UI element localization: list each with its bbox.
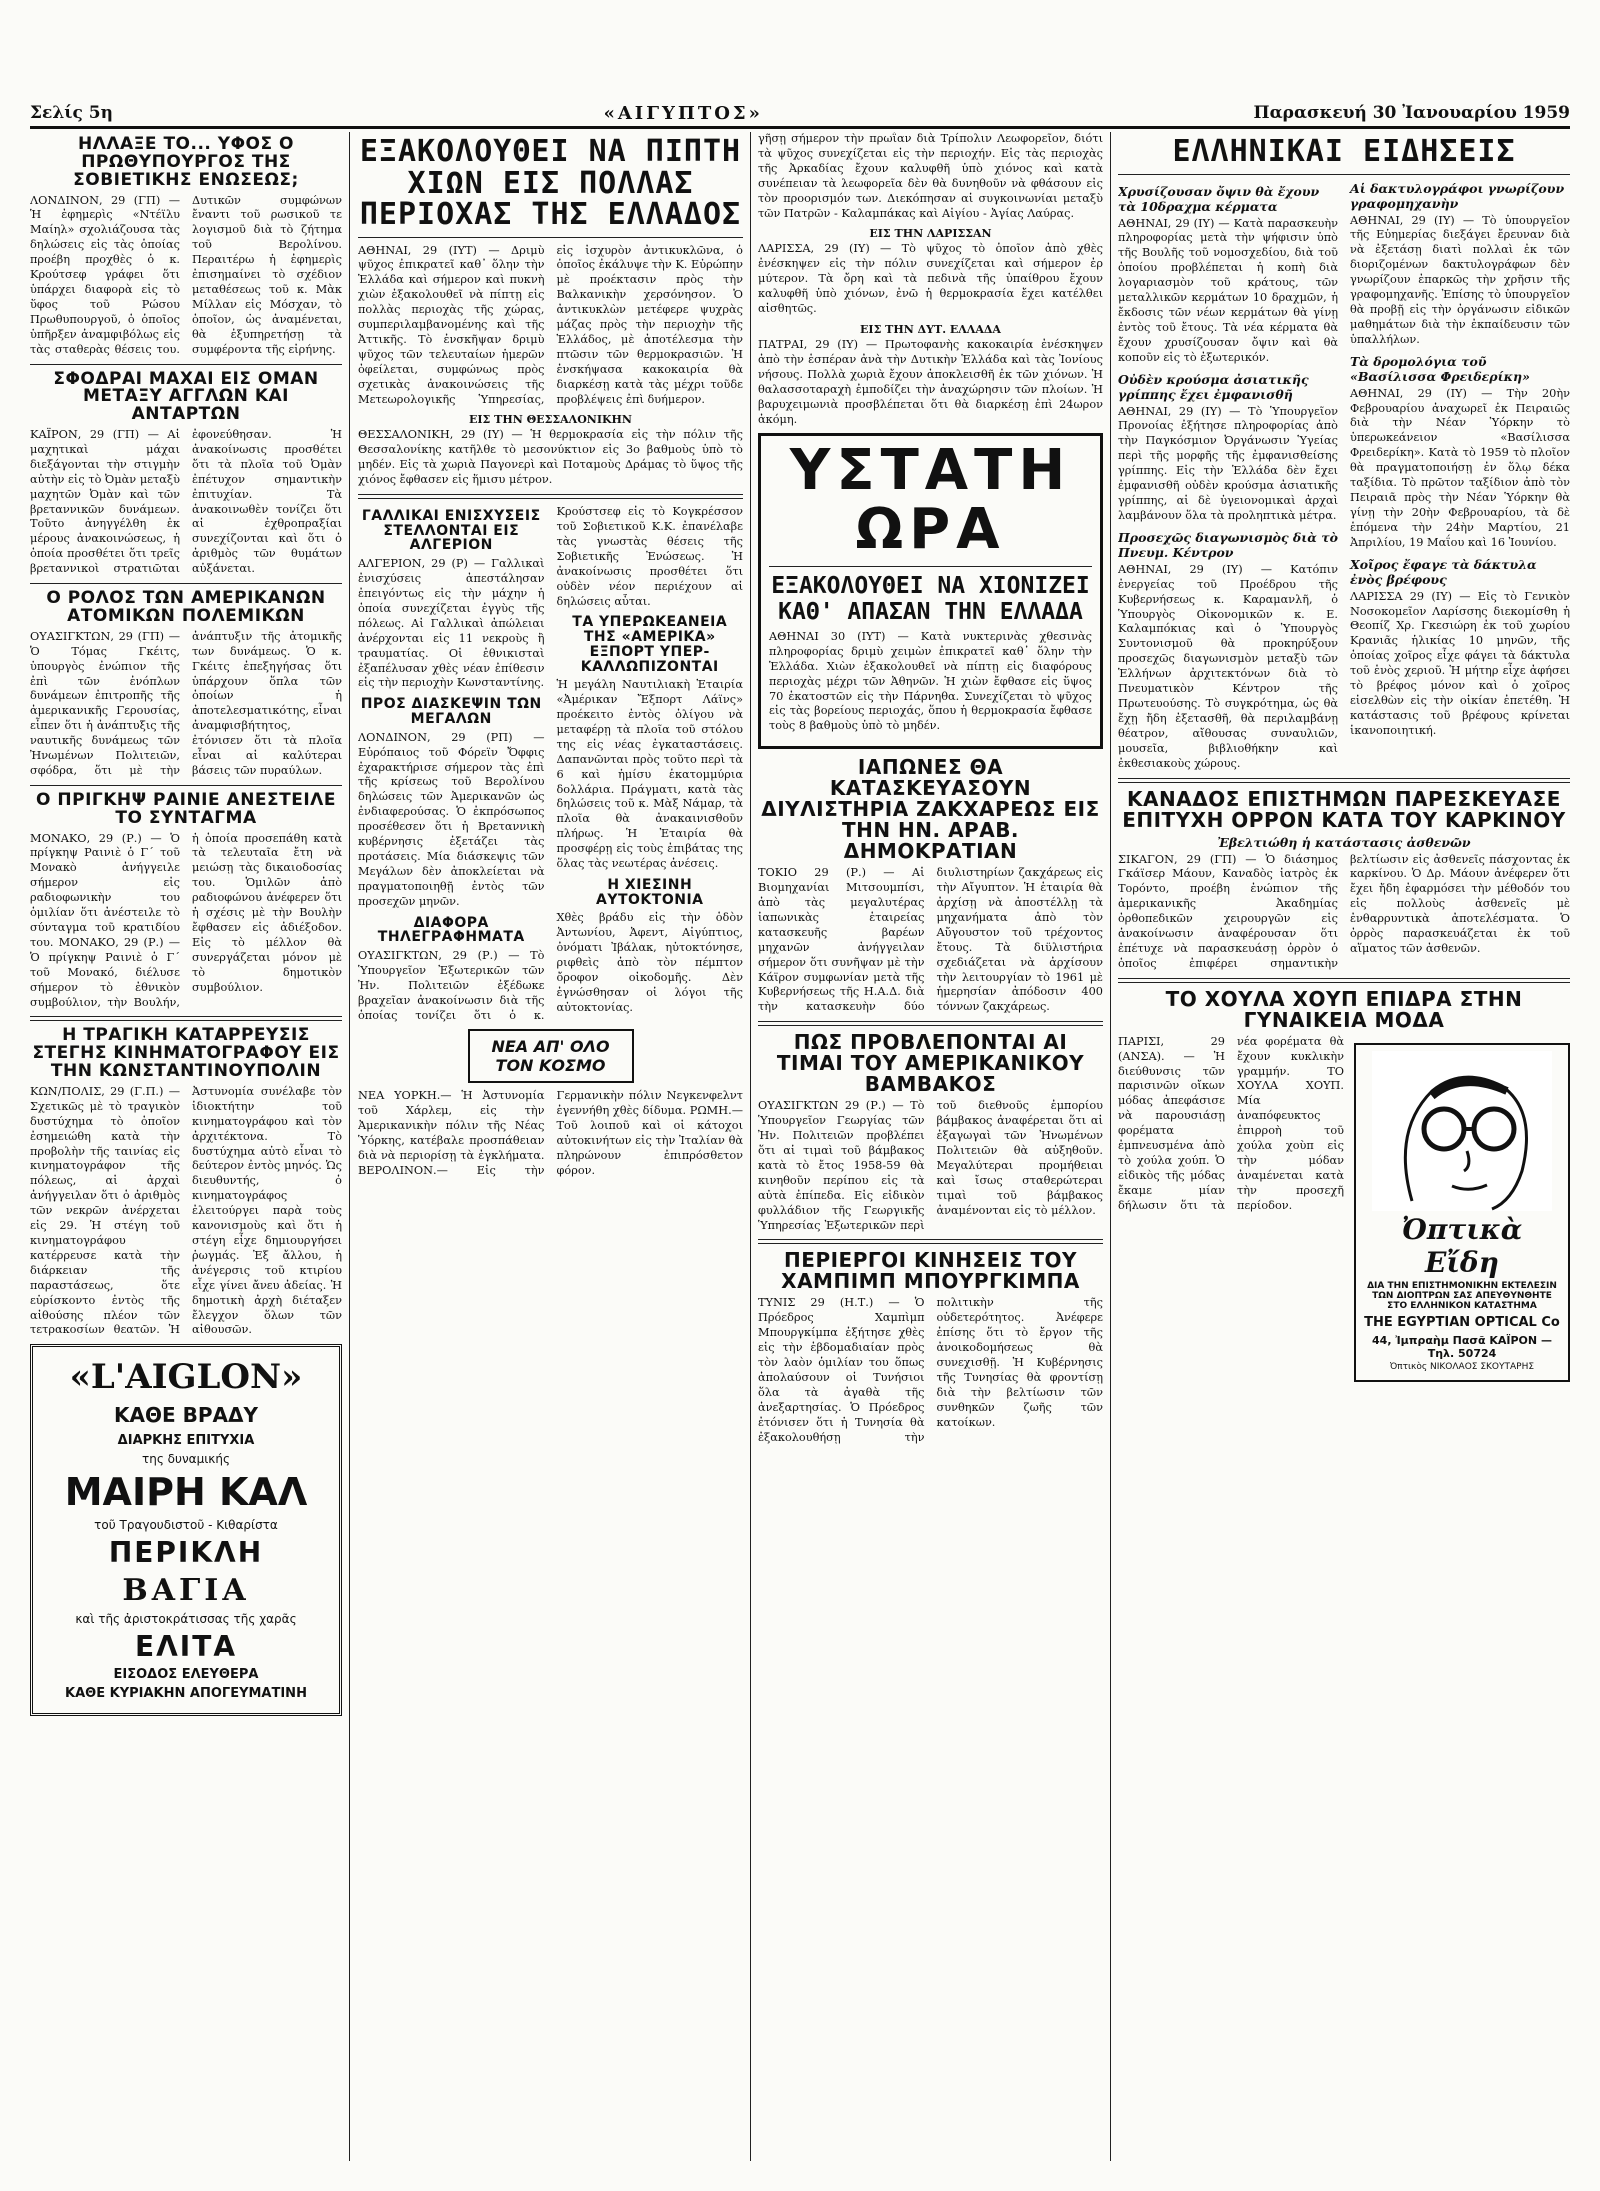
ad-line: ΠΕΡΙΚΛΗ <box>108 1536 264 1570</box>
ad-line: ΜΑΙΡΗ ΚΑΛ <box>64 1470 308 1515</box>
headline: Η ΤΡΑΓΙΚΗ ΚΑΤΑΡΡΕΥΣΙΣ ΣΤΕΓΗΣ ΚΙΝΗΜΑΤΟΓΡΑΦΟΥ ΕΙΣ ΤΗΝ ΚΩΝΣΤΑΝΤΙΝΟΥΠΟΛΙΝ <box>32 1025 340 1082</box>
article-body: ΟΥΑΣΙΓΚΤΩΝ, 29 (ΓΠ) — Ὁ Τόμας Γκέιτς, ὑπουργὸς ἐνώπιον τῆς ἐπὶ τῶν ἐνόπλων δυνάμεων ἐπιτροπῆς τῆς ἀμερικανικῆς Γερουσίας, εἶπεν ὅτι ἡ ἀνάπτυξις τῆς ναυτικῆς δυνάμεως τῶν Ἠνωμένων Πολιτειῶν, σφόδρα, ὅτι μὲ τὴν ἀνάπτυξιν τῆς ἀτομικῆς των δυνάμεως. Ὁ κ. Γκέιτς ἐπεξηγήσας ὅτι ὑπάρχουν ὅπλα τῶν ὁποίων ἡ ἀποτελεσματικότης, εἶναι ἀναμφισβήτητος, ἐτόνισεν ὅτι τὰ πλοῖα εἶναι αἱ καλύτεραι βάσεις τῶν πυραύλων. <box>30 629 342 777</box>
hula-text <box>1118 1035 1344 1382</box>
headline: ΠΡΟΣ ΔΙΑΣΚΕΨΙΝ ΤΩΝ ΜΕΓΑΛΩΝ <box>360 696 542 727</box>
news-subtitle: Οὐδὲν κρούσμα ἀσιατικῆς γρίππης ἔχει ἐμφανισθῆ <box>1118 371 1309 402</box>
news-subtitle: Τὰ δρομολόγια τοῦ «Βασίλισσα Φρειδερίκη» <box>1350 353 1530 384</box>
headline: ΤΑ ΥΠΕΡΩΚΕΑΝΕΙΑ ΤΗΣ «ΑΜΕΡΙΚΑ» ΕΞΠΟΡΤ ΥΠΕΡ-ΚΑΛΛΩΠΙΖΟΝΤΑΙ <box>572 614 728 675</box>
article-body: γῆσῃ σήμερον τὴν πρωΐαν διὰ Τρίπολιν Λεωφορεῖον, διότι τὰ ψῦχος συνεχίζεται εἰς τὴν περιοχήν. Εἰς τὰς περιοχὰς τῆς Ἀρκαδίας ἔχουν καλυφθῆ ὑπὸ χιόνος καὶ κατὰ συνέπειαν τὰ λεωφορεῖα δὲν θὰ δυνηθοῦν νὰ φθάσουν εἰς τὸν προορισμόν των. Διεκόπησαν αἱ συγκοινωνίαι μεταξὺ τῶν Πατρῶν - Καλαμπάκας καὶ Αἰγίου - Ἀγίας Λαύρας. <box>758 132 1103 220</box>
headline: ΓΑΛΛΙΚΑΙ ΕΝΙΣΧΥΣΕΙΣ ΣΤΕΛΛΟΝΤΑΙ ΕΙΣ ΑΛΓΕΡΙΟΝ <box>361 508 541 554</box>
article-body: ΤΟΚΙΟ 29 (Ρ.) — Αἱ Βιομηχανίαι Μιτσουμπίσι, ἀπὸ τὰς μεγαλυτέρας ἰαπωνικὰς ἑταιρείας κατασκευῆς βαρέων μηχανῶν ἀνήγγειλαν σήμερον ὅτι συνῆψαν μὲ τὴν Κάϊρον συμφωνίαν μετὰ τῆς Κυβερνήσεως τῆς Η.Α.Δ. διὰ τὴν κατασκευὴν δύο διυλιστηρίων ζακχάρεως εἰς τὴν Αἴγυπτον. Ἡ ἑταιρία θὰ ἀρχίσῃ νὰ ἀποστέλλῃ τὰ μηχανήματα ἀπὸ τὸν Αὔγουστον τοῦ τρέχοντος ἔτους. Τὰ διϋλιστήρια σχεδιάζεται νὰ ἀρχίσουν τὴν λειτουργίαν τὸ 1961 μὲ ἡμερησίαν ἀπόδοσιν 400 τόννων ζακχάρεως. <box>758 866 1103 1014</box>
ad-line: ΚΑΘΕ ΚΥΡΙΑΚΗΝ ΑΠΟΓΕΥΜΑΤΙΝΗ <box>65 1686 307 1702</box>
headline: ΠΩΣ ΠΡΟΒΛΕΠΟΝΤΑΙ ΑΙ ΤΙΜΑΙ ΤΟΥ ΑΜΕΡΙΚΑΝΙΚΟΥ ΒΑΜΒΑΚΟΣ <box>776 1030 1085 1097</box>
headline: ΚΑΝΑΔΟΣ ΕΠΙΣΤΗΜΩΝ ΠΑΡΕΣΚΕΥΑΣΕ ΕΠΙΤΥΧΗ ΟΡΡΟΝ ΚΑΤΑ ΤΟΥ ΚΑΡΚΙΝΟΥ <box>1122 786 1566 832</box>
headline: ΙΑΠΩΝΕΣ ΘΑ ΚΑΤΑΣΚΕΥΑΣΟΥΝ ΔΙΥΛΙΣΤΗΡΙΑ ΖΑΚΧΑΡΕΩΣ ΕΙΣ ΤΗΝ ΗΝ. ΑΡΑΒ. ΔΗΜΟΚΡΑΤΙΑΝ <box>761 755 1100 864</box>
divider <box>1118 778 1570 783</box>
paper-title: «ΑΙΓΥΠΤΟΣ» <box>603 102 763 124</box>
ad-line: ΕΛΙΤΑ <box>135 1630 237 1664</box>
article-body: ΛΟΝΔΙΝΟΝ, 29 (ΡΠ) — Εὐρόπαιος τοῦ Φόρεϊν Ὄφφις ἐχαρακτήρισε σήμερον τὰς ἐπὶ τῆς κρίσεως τοῦ Βερολίνου δηλώσεις τῶν Ἀμερικανῶν ὡς ἐνδιαφερούσας. Ὁ ἐκπρόσωπος προσέθεσεν ὅτι ἡ Βρεταννικὴ κυβέρνησις ἐξετάζει τὰς προτάσεις. Μία διάσκεψις τῶν Μεγάλων δὲν ἀποκλείεται νὰ πραγματοποιηθῇ ἐντὸς τῶν προσεχῶν μηνῶν. <box>358 730 545 908</box>
divider <box>758 1021 1103 1026</box>
divider <box>358 237 743 238</box>
article-body: ΑΘΗΝΑΙ, 29 (ΙΥ) — Τὸ Ὑπουργεῖον Προνοίας ἐξήτησε πληροφορίας ἀπὸ τὴν Παγκόσμιον Ὀργάνωσιν Ὑγείας περὶ τῆς μορφῆς τῆς ἐμφανισθείσης γρίππης. Εἰς τὴν Ἑλλάδα δὲν ἔχει ἐμφανισθῆ οὐδὲν κρούσμα ἀσιατικῆς γρίππης, αἱ δὲ ὑγειονομικαὶ ἀρχαὶ λαμβάνουν ὅλα τὰ προληπτικὰ μέτρα. <box>1118 404 1338 522</box>
face-glasses-icon <box>1372 1051 1552 1211</box>
column-3 <box>758 132 1103 2162</box>
article-body: ΟΥΑΣΙΓΚΤΩΝ 29 (Ρ.) — Τὸ Ὑπουργεῖον Γεωργίας τῶν Ἠν. Πολιτειῶν προβλέπει ὅτι αἱ τιμαὶ τοῦ βάμβακος κατὰ τὸ ἔτος 1958-59 θὰ κινηθοῦν περίπου εἰς τὰ αὐτὰ ἐπίπεδα. Εἰς εἰδικὸν φυλλάδιον τῆς Γεωργικῆς Ὑπηρεσίας Ἐξωτερικῶν περὶ τοῦ διεθνοῦς ἐμπορίου βάμβακος ἀναφέρεται ὅτι αἱ ἐξαγωγαὶ τῶν Ἠνωμένων Πολιτειῶν θὰ αὐξηθοῦν. Μεγαλύτεραι προμήθειαι καὶ ἴσως σταθερώτεραι τιμαὶ τοῦ βάμβακος ἀναμένονται εἰς τὸ μέλλον. <box>758 1099 1103 1232</box>
ad-line: ΔΙΑΡΚΗΣ ΕΠΙΤΥΧΙΑ <box>117 1433 255 1449</box>
article-body: ΚΩΝ/ΠΟΛΙΣ, 29 (Γ.Π.) — Σχετικῶς μὲ τὸ τραγικὸν δυστύχημα τὸ ὁποῖον ἐσημειώθη κατὰ τὴν προβολὴν τῆς ταινίας εἰς κινηματογράφον τῆς πόλεως, αἱ ἀρχαὶ ἀνήγγειλαν ὅτι ὁ ἀριθμὸς τῶν νεκρῶν ἀνέρχεται εἰς 29. Ἡ στέγη τοῦ κινηματογράφου κατέρρευσε κατὰ τὴν διάρκειαν τῆς παραστάσεως, ὅτε εὑρίσκοντο ἐντὸς τῆς αἰθούσης πλέον τῶν τετρακοσίων θεατῶν. Ἡ Ἀστυνομία συνέλαβε τὸν ἰδιοκτήτην τοῦ κινηματογράφου καὶ τὸν ἀρχιτέκτονα. Τὸ δυστύχημα αὐτὸ εἶναι τὸ δεύτερον ἐντὸς μηνός. Ὡς διευθυντής, ὁ κινηματογράφος ἐλειτούργει παρὰ τοὺς κανονισμοὺς καὶ ὅτι ἡ στέγη εἶχε δημιουργήσει ῥωγμάς. Ἐξ ἄλλου, ἡ ἀνέγερσις τοῦ κτιρίου εἶχε γίνει ἄνευ ἀδείας. Ἡ δημοτικὴ ἀρχὴ διέταξεν ἔλεγχον ὅλων τῶν αἰθουσῶν. <box>30 1084 342 1337</box>
divider <box>30 364 342 365</box>
divider <box>769 566 1092 567</box>
section-title: ΕΙΣ ΤΗΝ ΘΕΣΣΑΛΟΝΙΚΗΝ <box>469 413 632 427</box>
headline: ΤΟ ΧΟΥΛΑ ΧΟΥΠ ΕΠΙΔΡΑ ΣΤΗΝ ΓΥΝΑΙΚΕΙΑ ΜΟΔΑ <box>1165 986 1523 1032</box>
headline: ΣΦΟΔΡΑΙ ΜΑΧΑΙ ΕΙΣ ΟΜΑΝ ΜΕΤΑΞΥ ΑΓΓΛΩΝ ΚΑΙ ΑΝΤΑΡΤΩΝ <box>53 368 319 425</box>
article-body: ΝΕΑ ΥΟΡΚΗ.— Ἡ Ἀστυνομία τοῦ Χάρλεμ, εἰς τὴν Ἀμερικανικὴν πόλιν τῆς Νέας Ὑόρκης, κατέβαλε προσπάθειαν διὰ νὰ περιορίσῃ τὰ ἐγκλήματα. ΒΕΡΟΛΙΝΟΝ.— Εἰς τὴν Γερμανικὴν πόλιν Νεγκενφελντ ἐγεννήθη χθὲς δίδυμα. ΡΩΜΗ.— Τοῦ λοιποῦ καὶ οἱ κάτοχοι αὐτοκινήτων εἰς τὴν Ἰταλίαν θὰ πληρώνουν ἐπιπρόσθετον φόρον. <box>358 1089 743 1177</box>
ad-line: THE EGYPTIAN OPTICAL Co <box>1364 1314 1560 1330</box>
last-hour-title: ΥΣΤΑΤΗ ΩΡΑ <box>789 438 1072 563</box>
greek-news-block <box>1118 181 1570 772</box>
divider <box>758 1239 1103 1244</box>
section-title: ΕΙΣ ΤΗΝ ΛΑΡΙΣΣΑΝ <box>869 227 992 241</box>
divider <box>358 494 743 499</box>
column-rule <box>349 132 350 2161</box>
article-body: ΠΑΡΙΣΙ, 29 (ΑΝΣΑ). — Ἡ διεύθυνσις τῶν παρισινῶν οἴκων μόδας ἀπεφάσισε νὰ παρουσιάσῃ φορέματα ἐμπνευσμένα ἀπὸ τὸ χούλα χούπ. Ὁ εἰδικὸς τῆς μόδας ἔκαμε μίαν δήλωσιν ὅτι τὰ νέα φορέματα θὰ ἔχουν κυκλικὴν γραμμήν. ΤΟ ΧΟΥΛΑ ΧΟΥΠ. Μία ἀναπόφευκτος ἐπιρροὴ τοῦ χούλα χοὺπ εἰς τὴν μόδαν ἀναμένεται κατὰ τὴν προσεχῆ περίοδον. <box>1118 1034 1344 1212</box>
two-column-block <box>358 505 743 1023</box>
article-body: ΑΘΗΝΑΙ, 29 (ΙΥΤ) — Δριμὺ ψῦχος ἐπικρατεῖ καθ᾿ ὅλην τὴν Ἑλλάδα καὶ σήμερον καὶ πυκνὴ χιὼν ἐξακολουθεῖ νὰ πίπτῃ εἰς πολλὰς περιοχὰς τῆς χώρας, συμπεριλαμβανομένης καὶ τῆς Ἀττικῆς. Τὸ ἐνσκῆψαν δριμὺ ψῦχος τῶν τελευταίων ἡμερῶν ὀφείλεται, συμφώνως πρὸς σχετικὰς ἀνακοινώσεις τῆς Μετεωρολογικῆς Ὑπηρεσίας, εἰς ἰσχυρὸν ἀντικυκλῶνα, ὁ ὁποῖος ἐκάλυψε τὴν Κ. Εὐρώπην μὲ προέκτασιν πρὸς τὴν Βαλκανικὴν χερσόνησον. Ὁ ἀντικυκλὼν μετέφερε ψυχρὰς μάζας πρὸς τὴν περιοχὴν τῆς Ἑλλάδος, μὲ ἀποτέλεσμα τὴν πτῶσιν τῶν θερμοκρασιῶν. Ἡ ἐνσκήψασα κακοκαιρία θὰ διαρκέσῃ κατὰ τὰς μέχρι τοῦδε προβλέψεις ἐπὶ δυήμερον. <box>358 243 743 406</box>
article-body: ΛΑΡΙΣΣΑ, 29 (ΙΥ) — Τὸ ψῦχος τὸ ὁποῖον ἀπὸ χθὲς ἐνέσκηψεν εἰς τὴν πόλιν συνεχίζεται καὶ σήμερον ἐρ μύτερον. Τὰ ὄρη καὶ τὰ πεδινὰ τῆς ὑπαίθρου ἔχουν καλυφθῆ ὑπὸ χιόνων, ἐνῶ ἡ θερμοκρασία ἔχει κατέλθει αἰσθητῶς. <box>758 242 1103 316</box>
article-body: Χθὲς βράδυ εἰς τὴν ὁδὸν Ἀντωνίου, Ἀφεντ, Αἰγύπτιος, ὀνόματι Ἰβάλακ, ηὐτοκτόνησε, ριφθεὶς ἀπὸ τὸν πέμπτον ὄροφον οἰκοδομῆς. Δὲν ἐγνώσθησαν οἱ λόγοι τῆς αὐτοκτονίας. <box>556 911 743 1014</box>
article-body: Ἡ μεγάλη Ναυτιλιακὴ Ἑταιρία «Ἀμέρικαν Ἔξπορτ Λάϊνς» προέκειτο ἐντὸς ὀλίγου νὰ μεταφέρῃ τὰ πλοῖα τοῦ στόλου της εἰς νέας ἐγκαταστάσεις. Δαπανῶνται πρὸς τοῦτο περὶ τὰ 6 καὶ ἡμίσυ ἑκατομμύρια δολλάρια. Πράγματι, κατὰ τὰς δηλώσεις τοῦ κ. Μὰξ Νάμαρ, τὰ πλοῖα θὰ ἀνακαινισθοῦν πλήρως. Ἡ Ἑταιρία θὰ προσφέρῃ εἰς τοὺς ἐπιβάτας της ὅλας τὰς νεωτέρας ἀνέσεις. <box>556 678 743 871</box>
ad-line: ΕΙΣΟΔΟΣ ΕΛΕΥΘΕΡΑ <box>113 1667 259 1683</box>
column-rule <box>1110 132 1111 2161</box>
column-1 <box>30 132 342 2162</box>
glasses-face-illustration <box>1372 1051 1552 1211</box>
news-subtitle: Χοῖρος ἔφαγε τὰ δάκτυλα ἐνὸς βρέφους <box>1350 556 1537 587</box>
news-subtitle: Ἐβελτιώθη ἡ κατάστασις ἀσθενῶν <box>1217 834 1471 850</box>
headline: Η ΧΙΕΣΙΝΗ ΑΥΤΟΚΤΟΝΙΑ <box>596 876 704 908</box>
ad-line: Ὀπτικὸς ΝΙΚΟΛΑΟΣ ΣΚΟΥΤΑΡΗΣ <box>1389 1361 1535 1372</box>
article-body: ΑΘΗΝΑΙ, 29 (ΙΥ) — Κατόπιν ἐνεργείας τοῦ Προέδρου τῆς Κυβερνήσεως κ. Καραμανλῆ, ὁ Ὑπουργὸς Οἰκονομικῶν κ. Ε. Καλαμπόκιας καὶ ὁ Ὑπουργὸς Συντονισμοῦ θὰ προκηρύξουν προσεχῶς διαγωνισμὸν μεταξὺ τῶν Ἑλλήνων ἀρχιτεκτόνων διὰ τὸ Πνευματικὸν Κέντρον τῆς Πρωτευούσης. Τὸ συγκρότημα, ὡς θὰ ἔχῃ ἤδη ἐξετασθῆ, θὰ περιλαμβάνῃ θέατρον, αἴθουσας συναυλιῶν, μουσεῖα, βιβλιοθήκην καὶ ἐκθεσιακοὺς χώρους. <box>1118 562 1338 770</box>
divider <box>1118 174 1570 175</box>
article-body: ΚΑΪΡΟΝ, 29 (ΓΠ) — Αἱ μαχητικαὶ μάχαι διεξάγονται τὴν στιγμὴν αὐτὴν εἰς τὸ Ὀμὰν μεταξὺ μαχητῶν Ὀμὰν καὶ τῶν βρεταννικῶν δυνάμεων. Τοῦτο ἀνηγγέλθη ἐκ μέρους ἀνακοινώσεως, ἡ ὁποία προσθέτει ὅτι τρεῖς βρεταννικοὶ στρατιῶται ἐφονεύθησαν. Ἡ ἀνακοίνωσις προσθέτει ὅτι τὰ πλοῖα τοῦ Ὀμὰν ἐπέτυχον σημαντικὴν ἐπιτυχίαν. Τὰ ἀνακοινωθὲν τονίζει ὅτι αἱ ἐχθροπραξίαι συνεχίζονται καὶ ὅτι ὁ ἀριθμὸς τῶν θυμάτων αὐξάνεται. <box>30 428 342 576</box>
divider <box>30 1016 342 1021</box>
article-body: ΠΑΤΡΑΙ, 29 (ΙΥ) — Πρωτοφανὴς κακοκαιρία ἐνέσκηψεν ἀπὸ τὴν ἑσπέραν ἀνὰ τὴν Δυτικὴν Ἑλλάδα καὶ τὰς Ἰονίους νήσους. Πολλὰ χωριὰ ἔχουν ἀποκλεισθῆ ἐκ τῶν χιόνων. Ἡ θαλασσοταραχὴ ἐμποδίζει τὴν ἀναχώρησιν τῶν πλοίων. Ἡ βαρυχειμωνιὰ προσβλέπεται ὅτι θὰ διαρκέσῃ ἐπὶ 24ωρον ἀκόμη. <box>758 337 1103 426</box>
article-body: ΑΘΗΝΑΙ, 29 (ΙΥ) — Κατὰ παρασκευὴν πληροφορίας μετὰ τὴν ψήφισιν ὑπὸ τῆς Βουλῆς τοῦ νομοσχεδίου, διὰ τοῦ ὁποίου προβλέπεται ἡ κοπὴ διὰ λογαριασμὸν τοῦ κράτους, τῶν μεταλλικῶν κερμάτων 10 δραχμῶν, ἡ ἔκδοσις τῶν νέων κερμάτων θὰ γίνῃ ἐντὸς τοῦ ἔτους. Τὰ νέα κέρματα θὰ ἔχουν χρυσίζουσαν ὄψιν καὶ θὰ κοποῦν εἰς τὸ ἐξωτερικόν. <box>1118 216 1338 364</box>
ad-line: 44, Ἰμπραὴμ Πασᾶ ΚΑΪΡΟΝ — Τηλ. 50724 <box>1372 1333 1552 1360</box>
news-subtitle: Χρυσίζουσαν ὄψιν θὰ ἔχουν τὰ 10δραχμα κέρματα <box>1118 183 1320 214</box>
divider <box>30 583 342 584</box>
column-2 <box>358 132 743 2162</box>
ad-line: τοῦ Τραγουδιστοῦ - Κιθαρίστα <box>94 1518 278 1533</box>
article-body: ΣΙΚΑΓΟΝ, 29 (ΓΠ) — Ὁ διάσημος Γκάϊσερ Μάουν, Καναδὸς ἰατρὸς ἐκ Τορόντο, προέβη ἐνώπιον τῆς ἀμερικανικῆς Ἀκαδημίας ὀρθοπεδικῶν χειρουργῶν εἰς ἀνακοίνωσιν ἀναφέρουσαν ὅτι ἐπέτυχε νὰ παρασκευάσῃ ὀρρὸν ὁ ὁποῖος ἐπιφέρει σημαντικὴν βελτίωσιν εἰς ἀσθενεῖς πάσχοντας ἐκ καρκίνου. Ὁ Δρ. Μάουν ἀνέφερεν ὅτι ἔχει ἤδη ἐφαρμόσει τὴν μέθοδόν του εἰς πολλοὺς ἀσθενεῖς μὲ ἐνθαρρυντικὰ ἀποτελέσματα. Ὁ ὀρρὸς παρασκευάζεται ἐκ τοῦ αἵματος τῶν ἀσθενῶν. <box>1118 852 1570 970</box>
ad-line: ΚΑΘΕ ΒΡΑΔΥ <box>114 1403 258 1428</box>
last-hour-box <box>758 433 1103 749</box>
ad-line: «L'AIGLON» <box>69 1357 303 1398</box>
divider <box>1118 978 1570 983</box>
article-body: ΜΟΝΑΚΟ, 29 (Ρ.) — Ὁ πρίγκηψ Ραινιὲ ὁ Γ΄ τοῦ Μονακὸ ἀνήγγειλε σήμερον εἰς ραδιοφωνικὴν του ὁμιλίαν ὅτι ἀνέστειλε τὸ σύνταγμα τοῦ κρατιδίου του. ΜΟΝΑΚΟ, 29 (Ρ.) — Ὁ πρίγκηψ Ραινιὲ ὁ Γ΄ τοῦ Μονακό, διέλυσε σήμερον τὸ ἐθνικὸν συμβούλιον, τὴν Βουλήν, ἡ ὁποία προσεπάθη κατὰ τὰ τελευταῖα ἔτη νὰ μειώσῃ τὰς δικαιοδοσίας του. Ὁμιλῶν ἀπὸ ραδιοφώνου ἀνέφερεν ὅτι ἡ σχέσις μὲ τὴν Βουλὴν ἔφθασεν εἰς ἀδιέξοδον. Εἰς τὸ μέλλον θὰ συνεργάζεται μόνον μὲ τὸ δημοτικὸν συμβούλιον. <box>30 831 342 1009</box>
article-body: ΟΥΑΣΙΓΚΤΩΝ, 29 (Ρ.) — Τὸ Ὑπουργεῖον Ἐξωτερικῶν τῶν Ἠν. Πολιτειῶν ἐξέδωκε βραχεῖαν ἀνακοίνωσιν διὰ τῆς ὁποίας τονίζει ὅτι ὁ κ. Κρούστσεφ εἰς τὸ Κογκρέσσον τοῦ Σοβιετικοῦ Κ.Κ. ἐπανέλαβε τὰς γνωστὰς θέσεις τῆς Σοβιετικῆς Ἐνώσεως. Ἡ ἀνακοίνωσις προσθέτει ὅτι οὐδὲν νέον περιέχουν αἱ δηλώσεις αὗται. <box>358 505 743 1022</box>
article-body: ΑΛΓΕΡΙΟΝ, 29 (Ρ) — Γαλλικαὶ ἐνισχύσεις ἀπεστάλησαν ἐπειγόντως εἰς τὴν μάχην ἡ ὁποία συνεχίζεται ἐγγὺς τῆς πόλεως. Αἱ Γαλλικαὶ ἀπώλειαι ἀνέρχονται εἰς 11 νεκροὺς ἢ τραυματίας. Οἱ ἐθνικισταὶ ἐξαπέλυσαν χθὲς νέαν ἐπίθεσιν εἰς τὴν περιοχὴν Κωνσταντίνης. <box>358 557 545 690</box>
main-headline: ΕΞΑΚΟΛΟΥΘΕΙ ΝΑ ΠΙΠΤΗ ΧΙΩΝ ΕΙΣ ΠΟΛΛΑΣ ΠΕΡΙΟΧΑΣ ΤΗΣ ΕΛΛΑΔΟΣ <box>359 134 742 232</box>
page-number: Σελίς 5η <box>30 103 113 123</box>
issue-date: Παρασκευή 30 Ἰανουαρίου 1959 <box>1253 103 1570 123</box>
section-headline: ΕΛΛΗΝΙΚΑΙ ΕΙΔΗΣΕΙΣ <box>1172 134 1516 169</box>
headline: Ο ΡΟΛΟΣ ΤΩΝ ΑΜΕΡΙΚΑΝΩΝ ΑΤΟΜΙΚΩΝ ΠΟΛΕΜΙΚΩΝ <box>46 588 326 626</box>
masthead <box>30 102 1570 129</box>
ad-nea-apo-olo-ton-kosmo: ΝΕΑ ΑΠ' ΟΛΟ ΤΟΝ ΚΟΣΜΟ <box>468 1029 634 1083</box>
section-title: ΕΙΣ ΤΗΝ ΔΥΤ. ΕΛΛΑΔΑ <box>860 322 1001 336</box>
headline: ΠΕΡΙΕΡΓΟΙ ΚΙΝΗΣΕΙΣ ΤΟΥ ΧΑΜΠΙΜΠ ΜΠΟΥΡΓΚΙΜΠΑ <box>781 1248 1080 1294</box>
ad-line: καὶ τῆς ἀριστοκράτισσας τῆς χαρᾶς <box>75 1612 297 1627</box>
article-body: ΑΘΗΝΑΙ, 29 (ΙΥ) — Τὸ ὑπουργεῖον τῆς Εὐημερίας διεξάγει ἔρευναν διὰ νὰ ἐξετάσῃ διατὶ πολλαὶ ἐκ τῶν διοριζομένων δακτυλογράφων δὲν γνωρίζουν ἐπαρκῶς τὴν χρῆσιν τῆς γραφομηχανῆς. Ἐπίσης τὸ ὑπουργεῖον θὰ προβῇ εἰς τὴν ὀργάνωσιν εἰδικῶν μαθημάτων διὰ τὴν ἐκπαίδευσιν τῶν ὑπαλλήλων. <box>1350 213 1570 346</box>
hula-block <box>1118 1035 1570 1382</box>
headline: Ο ΠΡΙΓΚΗΨ ΡΑΙΝΙΕ ΑΝΕΣΤΕΙΛΕ ΤΟ ΣΥΝΤΑΓΜΑ <box>36 789 336 828</box>
ad-line: ΔΙΑ ΤΗΝ ΕΠΙΣΤΗΜΟΝΙΚΗΝ ΕΚΤΕΛΕΣΙΝ ΤΩΝ ΔΙΟΠΤΡΩΝ ΣΑΣ ΑΠΕΥΘΥΝΘΗΤΕ ΣΤΟ ΕΛΛΗΝΙΚΟΝ ΚΑΤΑΣΤΗΜΑ <box>1367 1280 1557 1311</box>
article-body: ΑΘΗΝΑΙ, 29 (ΙΥ) — Τὴν 20ὴν Φεβρουαρίου ἀναχωρεῖ ἐκ Πειραιῶς διὰ τὴν Νέαν Ὑόρκην τὸ ὑπερωκεάνειον «Βασίλισσα Φρειδερίκη». Κατὰ τὸ 1959 τὸ πλοῖον θὰ πραγματοποιήσῃ ἐν ὅλῳ δέκα ταξίδια. Τὸ πρῶτον ταξίδιον ἀπὸ τὸν Πειραιᾶ πρὸς τὴν Νέαν Ὑόρκην θὰ γίνῃ τὴν 20ὴν Φεβρουαρίου, τὰ δὲ ἑπόμενα τὴν 24ὴν Μαρτίου, 21 Ἀπριλίου, 19 Μαΐου καὶ 16 Ἰουνίου. <box>1350 386 1570 549</box>
headline: ΗΛΛΑΞΕ ΤΟ... ΥΦΟΣ Ο ΠΡΩΘΥΠΟΥΡΓΟΣ ΤΗΣ ΣΟΒΙΕΤΙΚΗΣ ΕΝΩΣΕΩΣ; <box>73 134 299 190</box>
divider <box>30 785 342 786</box>
last-hour-subtitle: ΕΞΑΚΟΛΟΥΘΕΙ ΝΑ ΧΙΟΝΙΖΕΙ ΚΑΘ' ΑΠΑΣΑΝ ΤΗΝ ΕΛΛΑΔΑ <box>771 573 1090 626</box>
article-body: ΤΥΝΙΣ 29 (Η.Τ.) — Ὁ Πρόεδρος Χαμπὶμπ Μπουργκίμπα ἐξήτησε χθὲς εἰς τὴν ἑβδομαδιαίαν πρὸς τὸν λαὸν ὁμιλίαν του ὅπως ἀπολαύσουν οἱ Τυνήσιοι ὅλα τὰ ἀγαθὰ τῆς ἀνεξαρτησίας. Ὁ Πρόεδρος ἐτόνισεν ὅτι ἡ Τυνησία θὰ ἐξακολουθήσῃ τὴν πολιτικὴν τῆς οὐδετερότητος. Ἀνέφερε ἐπίσης ὅτι τὸ ἔργον τῆς ἀνοικοδομήσεως θὰ συνεχισθῇ. Ἡ Κυβέρνησις τῆς Τυνησίας θὰ φροντίσῃ διὰ τὴν βελτίωσιν τῶν συνθηκῶν ζωῆς τῶν κατοίκων. <box>758 1296 1103 1444</box>
article-body: ΑΘΗΝΑΙ 30 (ΙΥΤ) — Κατὰ νυκτερινὰς χθεσινὰς πληροφορίας δριμὺ χειμὼν ἐπικρατεῖ καθ᾿ ὅλην τὴν Ἑλλάδα. Χιὼν ἐξακολουθεῖ νὰ πίπτῃ εἰς διαφόρους περιοχὰς μέχρι τῶν Ἀθηνῶν. Ἡ χιὼν ἔφθασε εἰς ὕψος 70 ἑκατοστῶν εἰς τὴν Πάρνηθα. Συνεχίζεται τὸ ψῦχος εἰς τὰς βορείους περιοχάς, ὅπου ἡ θερμοκρασία ἔφθασε τοὺς 8 βαθμοὺς ὑπὸ τὸ μηδέν. <box>769 629 1092 733</box>
column-rule <box>750 132 751 2161</box>
advertisement-laiglon <box>30 1344 342 1716</box>
column-4 <box>1118 132 1570 2162</box>
headline: ΔΙΑΦΟΡΑ ΤΗΛΕΓΡΑΦΗΜΑΤΑ <box>377 914 525 946</box>
news-subtitle: Αἱ δακτυλογράφοι γνωρίζουν γραφομηχανὴν <box>1350 180 1565 211</box>
ad-line: Ὀπτικὰ Εἴδη <box>1401 1212 1523 1279</box>
ad-line: ΒΑΓΙΑ <box>122 1573 250 1609</box>
article-body: ΛΑΡΙΣΣΑ 29 (ΙΥ) — Εἰς τὸ Γενικὸν Νοσοκομεῖον Λαρίσσης διεκομίσθη ἡ Θεοπίζ Χρ. Γκεσιώρη ἐκ τοῦ χωρίου Κρανιᾶς ἡλικίας 10 μηνῶν, τῆς ὁποίας χοῖρος εἶχε φάγει τὰ δάκτυλα τοῦ ἑνὸς χεριοῦ. Ἡ μήτηρ εἶχε ἀφήσει τὸ βρέφος μόνον καὶ ὁ χοῖρος εἰσελθὼν εἰς τὴν οἰκίαν ἐπετέθη. Ἡ κατάστασις τοῦ βρέφους κρίνεται ἱκανοποιητική. <box>1350 589 1570 737</box>
news-subtitle: Προσεχῶς διαγωνισμὸς διὰ τὸ Πνευμ. Κέντρον <box>1118 529 1339 560</box>
advertisement-optical <box>1354 1043 1570 1382</box>
ad-line: της δυναμικής <box>141 1452 230 1467</box>
article-body: ΘΕΣΣΑΛΟΝΙΚΗ, 29 (ΙΥ) — Ἡ θερμοκρασία εἰς τὴν πόλιν τῆς Θεσσαλονίκης κατῆλθε τὸ μεσονύκτιον εἰς 3ο βαθμοὺς ὑπὸ τὸ μηδέν. Εἰς τὰ χωριὰ Παγονερὶ καὶ Ποταμοὺς Δράμας τὸ ὕψος τῆς χιόνος ἔφθασεν εἰς ἥμισυ μέτρον. <box>358 428 743 487</box>
article-body: ΛΟΝΔΙΝΟΝ, 29 (ΓΠ) — Ἡ ἐφημερὶς «Ντέϊλυ Μαίηλ» σχολιάζουσα τὰς δηλώσεις εἰς τὰς ὁποίας προέβη προχθὲς ὁ κ. Κρούτσεφ γράφει ὅτι ὑπάρχει διαφορὰ εἰς τὸ ὕφος τοῦ Ρώσου Πρωθυπουργοῦ, ὁ ὁποῖος ὑπῆρξεν ἀναμφιβόλως εἰς τὰς σταθερὰς θέσεις του. Δυτικῶν συμφώνων ἔναντι τοῦ ρωσικοῦ τε λογισμοῦ διὰ τὸ ζήτημα τοῦ Βερολίνου. Περαιτέρω ἡ ἐφημερὶς ἐπισημαίνει τὸ σχέδιον μεταθέσεως τοῦ κ. Μὰκ Μίλλαν εἰς Μόσχαν, τὸ ὁποῖον, ὡς ἀναμένεται, θὰ ἐξυπηρετήσῃ τὰ συμφέροντα τῆς εἰρήνης. <box>30 193 342 356</box>
